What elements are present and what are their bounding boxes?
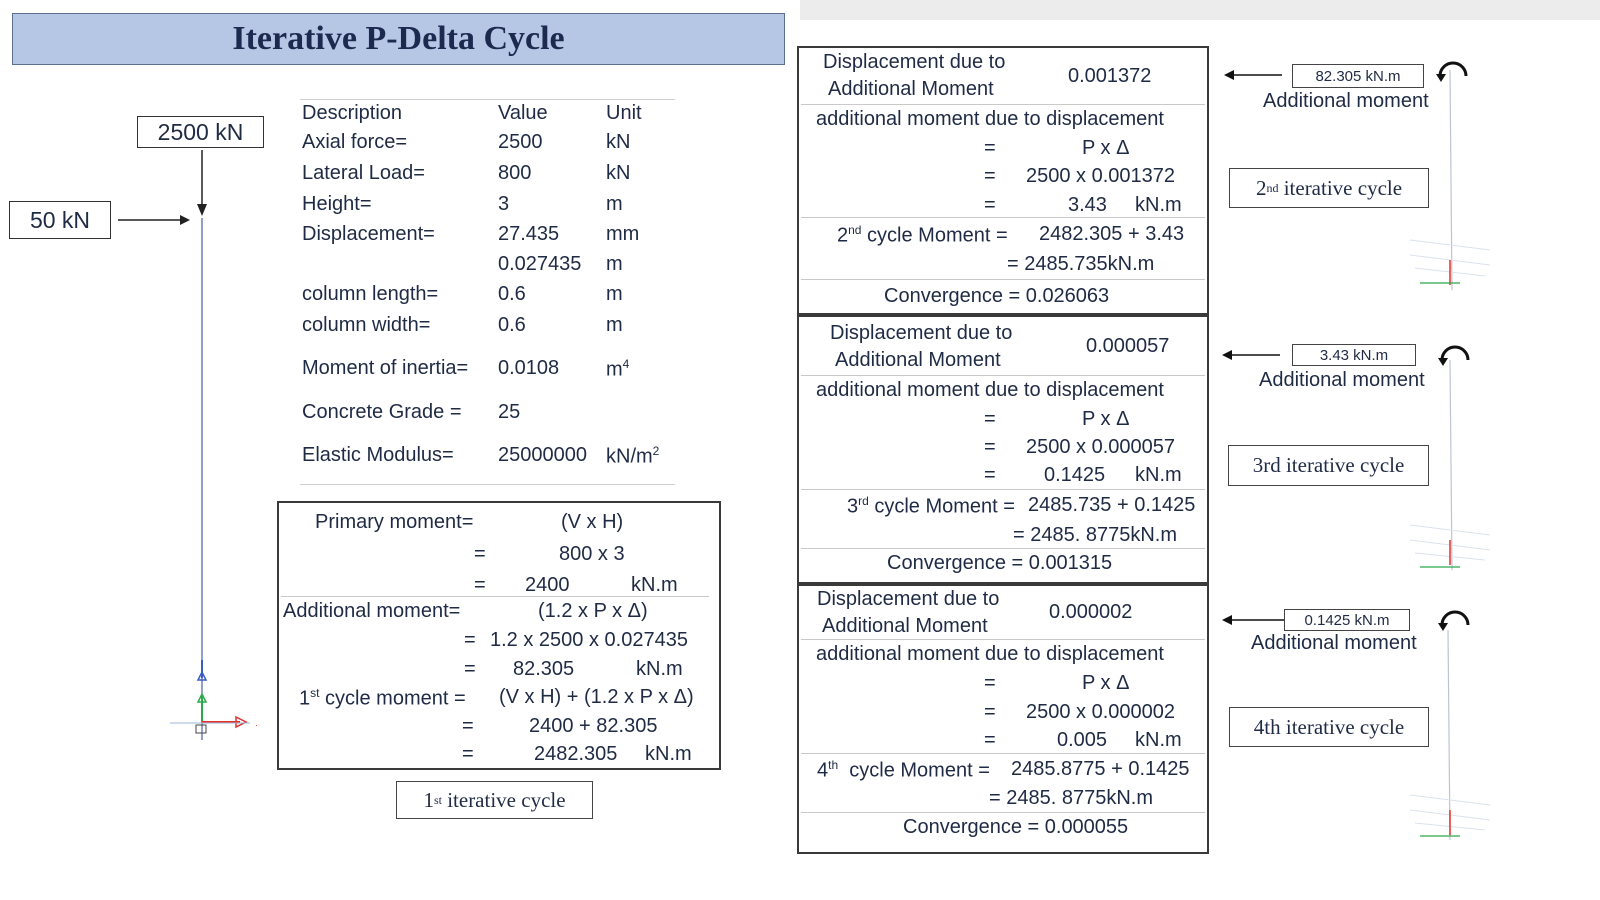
p-delta: P x Δ xyxy=(1082,672,1130,694)
axial-load-label: 2500 kN xyxy=(137,116,264,148)
column-line xyxy=(1450,360,1452,570)
first-iterative-cycle-label: 1 st iterative cycle xyxy=(396,781,593,819)
equals-sign: = xyxy=(464,629,476,651)
prop-desc: Height= xyxy=(302,193,372,215)
prop-desc: Moment of inertia= xyxy=(302,357,469,379)
prop-value: 0.6 xyxy=(498,314,526,336)
equals-sign: = xyxy=(462,743,474,765)
moment-value-box: 3.43 kN.m xyxy=(1292,344,1416,366)
moment-unit: kN.m xyxy=(1135,194,1182,216)
disp-label-1: Displacement due to xyxy=(830,322,1013,344)
header-description: Description xyxy=(302,102,403,124)
prop-value: 800 xyxy=(498,162,532,184)
sub-formula: 2500 x 0.001372 xyxy=(1026,165,1176,187)
moment-arrowhead xyxy=(1222,350,1232,360)
cycle-3-box xyxy=(797,315,1209,584)
equals-sign: = xyxy=(474,574,486,596)
lateral-load-arrowhead xyxy=(180,215,190,225)
prop-desc: column length= xyxy=(302,283,439,305)
equals-sign: = xyxy=(984,464,996,486)
prop-unit: mm xyxy=(606,223,640,245)
cycle-moment-sub: 2400 + 82.305 xyxy=(529,715,658,737)
p-delta: P x Δ xyxy=(1082,408,1130,430)
primary-moment-sub: 800 x 3 xyxy=(559,543,625,565)
sub-formula: 2500 x 0.000057 xyxy=(1026,436,1176,458)
prop-value: 0.6 xyxy=(498,283,526,305)
equals-sign: = xyxy=(984,729,996,751)
moment-value: 3.43 xyxy=(1068,194,1107,216)
header-unit: Unit xyxy=(606,102,642,124)
cycle-moment-formula: (V x H) + (1.2 x P x Δ) xyxy=(499,686,694,708)
equals-sign: = xyxy=(474,543,486,565)
p-delta: P x Δ xyxy=(1082,137,1130,159)
moment-value-box: 0.1425 kN.m xyxy=(1284,609,1410,631)
additional-moment-label: additional moment due to displacement xyxy=(816,379,1164,401)
moment-value-box: 82.305 kN.m xyxy=(1292,64,1424,88)
disp-label-2: Additional Moment xyxy=(822,615,988,637)
additional-moment-caption: Additional moment xyxy=(1263,90,1429,112)
prop-desc: Axial force= xyxy=(302,131,408,153)
primary-moment-label: Primary moment= xyxy=(315,511,474,533)
disp-label-1: Displacement due to xyxy=(817,588,1000,610)
iterative-cycle-label: 2 nd iterative cycle xyxy=(1229,168,1429,208)
additional-moment-unit: kN.m xyxy=(636,658,683,680)
prop-desc: Concrete Grade = xyxy=(302,401,462,423)
disp-label-2: Additional Moment xyxy=(828,78,994,100)
additional-moment-caption: Additional moment xyxy=(1259,369,1425,391)
prop-value: 0.0108 xyxy=(498,357,560,379)
disp-label-1: Displacement due to xyxy=(823,51,1006,73)
primary-moment-unit: kN.m xyxy=(631,574,678,596)
cycle-moment-formula: 2485.8775 + 0.1425 xyxy=(1011,758,1190,780)
additional-moment-formula: (1.2 x P x Δ) xyxy=(538,600,648,622)
equals-sign: = xyxy=(984,137,996,159)
moment-value: 0.1425 xyxy=(1044,464,1106,486)
equals-sign: = xyxy=(464,658,476,680)
convergence: Convergence = 0.001315 xyxy=(887,552,1113,574)
moment-curl-head xyxy=(1438,358,1448,366)
moment-value: 0.005 xyxy=(1057,729,1108,751)
iterative-cycle-label: 3rd iterative cycle xyxy=(1228,445,1429,486)
axis-x-dot: · xyxy=(255,720,258,730)
lateral-load-label: 50 kN xyxy=(9,201,111,239)
cycle-moment-label: 4th cycle Moment = xyxy=(817,758,990,782)
header-value: Value xyxy=(498,102,548,124)
top-strip xyxy=(800,0,1600,20)
convergence: Convergence = 0.026063 xyxy=(884,285,1110,307)
moment-unit: kN.m xyxy=(1135,464,1182,486)
page-title: Iterative P-Delta Cycle xyxy=(12,13,785,65)
prop-desc: Displacement= xyxy=(302,223,435,245)
cycle-4-box xyxy=(797,584,1209,854)
prop-unit: kN xyxy=(606,162,631,184)
prop-unit: m xyxy=(606,253,623,275)
column-line xyxy=(1450,70,1452,290)
equals-sign: = xyxy=(984,165,996,187)
prop-value: 25 xyxy=(498,401,521,423)
prop-unit: m xyxy=(606,193,623,215)
prop-value: 27.435 xyxy=(498,223,560,245)
additional-moment-label: additional moment due to displacement xyxy=(816,108,1164,130)
equals-sign: = xyxy=(984,701,996,723)
additional-moment-caption: Additional moment xyxy=(1251,632,1417,654)
equals-sign: = xyxy=(984,672,996,694)
cycle-moment-result: = 2485. 8775kN.m xyxy=(989,787,1153,809)
prop-desc: Elastic Modulus= xyxy=(302,444,454,466)
cycle-moment-unit: kN.m xyxy=(645,743,692,765)
disp-value: 0.001372 xyxy=(1068,65,1152,87)
additional-moment-sub: 1.2 x 2500 x 0.027435 xyxy=(490,629,688,651)
cycle-moment-label: 1st cycle moment = xyxy=(299,686,466,710)
cycle-moment-result: = 2485.735kN.m xyxy=(1007,253,1155,275)
first-cycle-box xyxy=(277,501,721,770)
prop-unit: m xyxy=(606,283,623,305)
support-marker xyxy=(196,725,206,733)
additional-moment-label: additional moment due to displacement xyxy=(816,643,1164,665)
moment-arrowhead xyxy=(1224,70,1234,80)
disp-value: 0.000002 xyxy=(1049,601,1133,623)
primary-moment-value: 2400 xyxy=(525,574,570,596)
equals-sign: = xyxy=(984,194,996,216)
prop-unit: kN xyxy=(606,131,631,153)
prop-desc: column width= xyxy=(302,314,431,336)
disp-label-2: Additional Moment xyxy=(835,349,1001,371)
equals-sign: = xyxy=(462,715,474,737)
cycle-moment-formula: 2482.305 + 3.43 xyxy=(1039,223,1185,245)
moment-arrowhead xyxy=(1222,615,1232,625)
prop-unit: $kN/m^2$ xyxy=(606,444,660,468)
column-diagram xyxy=(0,100,280,760)
prop-unit: $m^4$ xyxy=(606,357,630,381)
axial-load-arrowhead xyxy=(197,204,207,216)
cycle-moment-value: 2482.305 xyxy=(534,743,618,765)
additional-moment-value: 82.305 xyxy=(513,658,575,680)
moment-curl-head xyxy=(1436,74,1446,82)
prop-value: 2500 xyxy=(498,131,543,153)
prop-unit: m xyxy=(606,314,623,336)
cycle-moment-label: 2nd cycle Moment = xyxy=(837,223,1008,247)
cycle-moment-result: = 2485. 8775kN.m xyxy=(1013,524,1177,546)
primary-moment-formula: (V x H) xyxy=(561,511,624,533)
column-line xyxy=(1448,630,1450,840)
prop-value: 25000000 xyxy=(498,444,587,466)
convergence: Convergence = 0.000055 xyxy=(903,816,1129,838)
cycle-2-box xyxy=(797,46,1209,315)
moment-unit: kN.m xyxy=(1135,729,1182,751)
cycle-moment-label: 3rd cycle Moment = xyxy=(847,494,1015,518)
equals-sign: = xyxy=(984,408,996,430)
disp-value: 0.000057 xyxy=(1086,335,1170,357)
sub-formula: 2500 x 0.000002 xyxy=(1026,701,1176,723)
prop-desc: Lateral Load= xyxy=(302,162,425,184)
prop-value: 0.027435 xyxy=(498,253,582,275)
equals-sign: = xyxy=(984,436,996,458)
prop-value: 3 xyxy=(498,193,510,215)
iterative-cycle-label: 4th iterative cycle xyxy=(1229,707,1429,747)
cycle-moment-formula: 2485.735 + 0.1425 xyxy=(1028,494,1196,516)
moment-curl-head xyxy=(1438,623,1448,631)
additional-moment-label: Additional moment= xyxy=(283,600,461,622)
